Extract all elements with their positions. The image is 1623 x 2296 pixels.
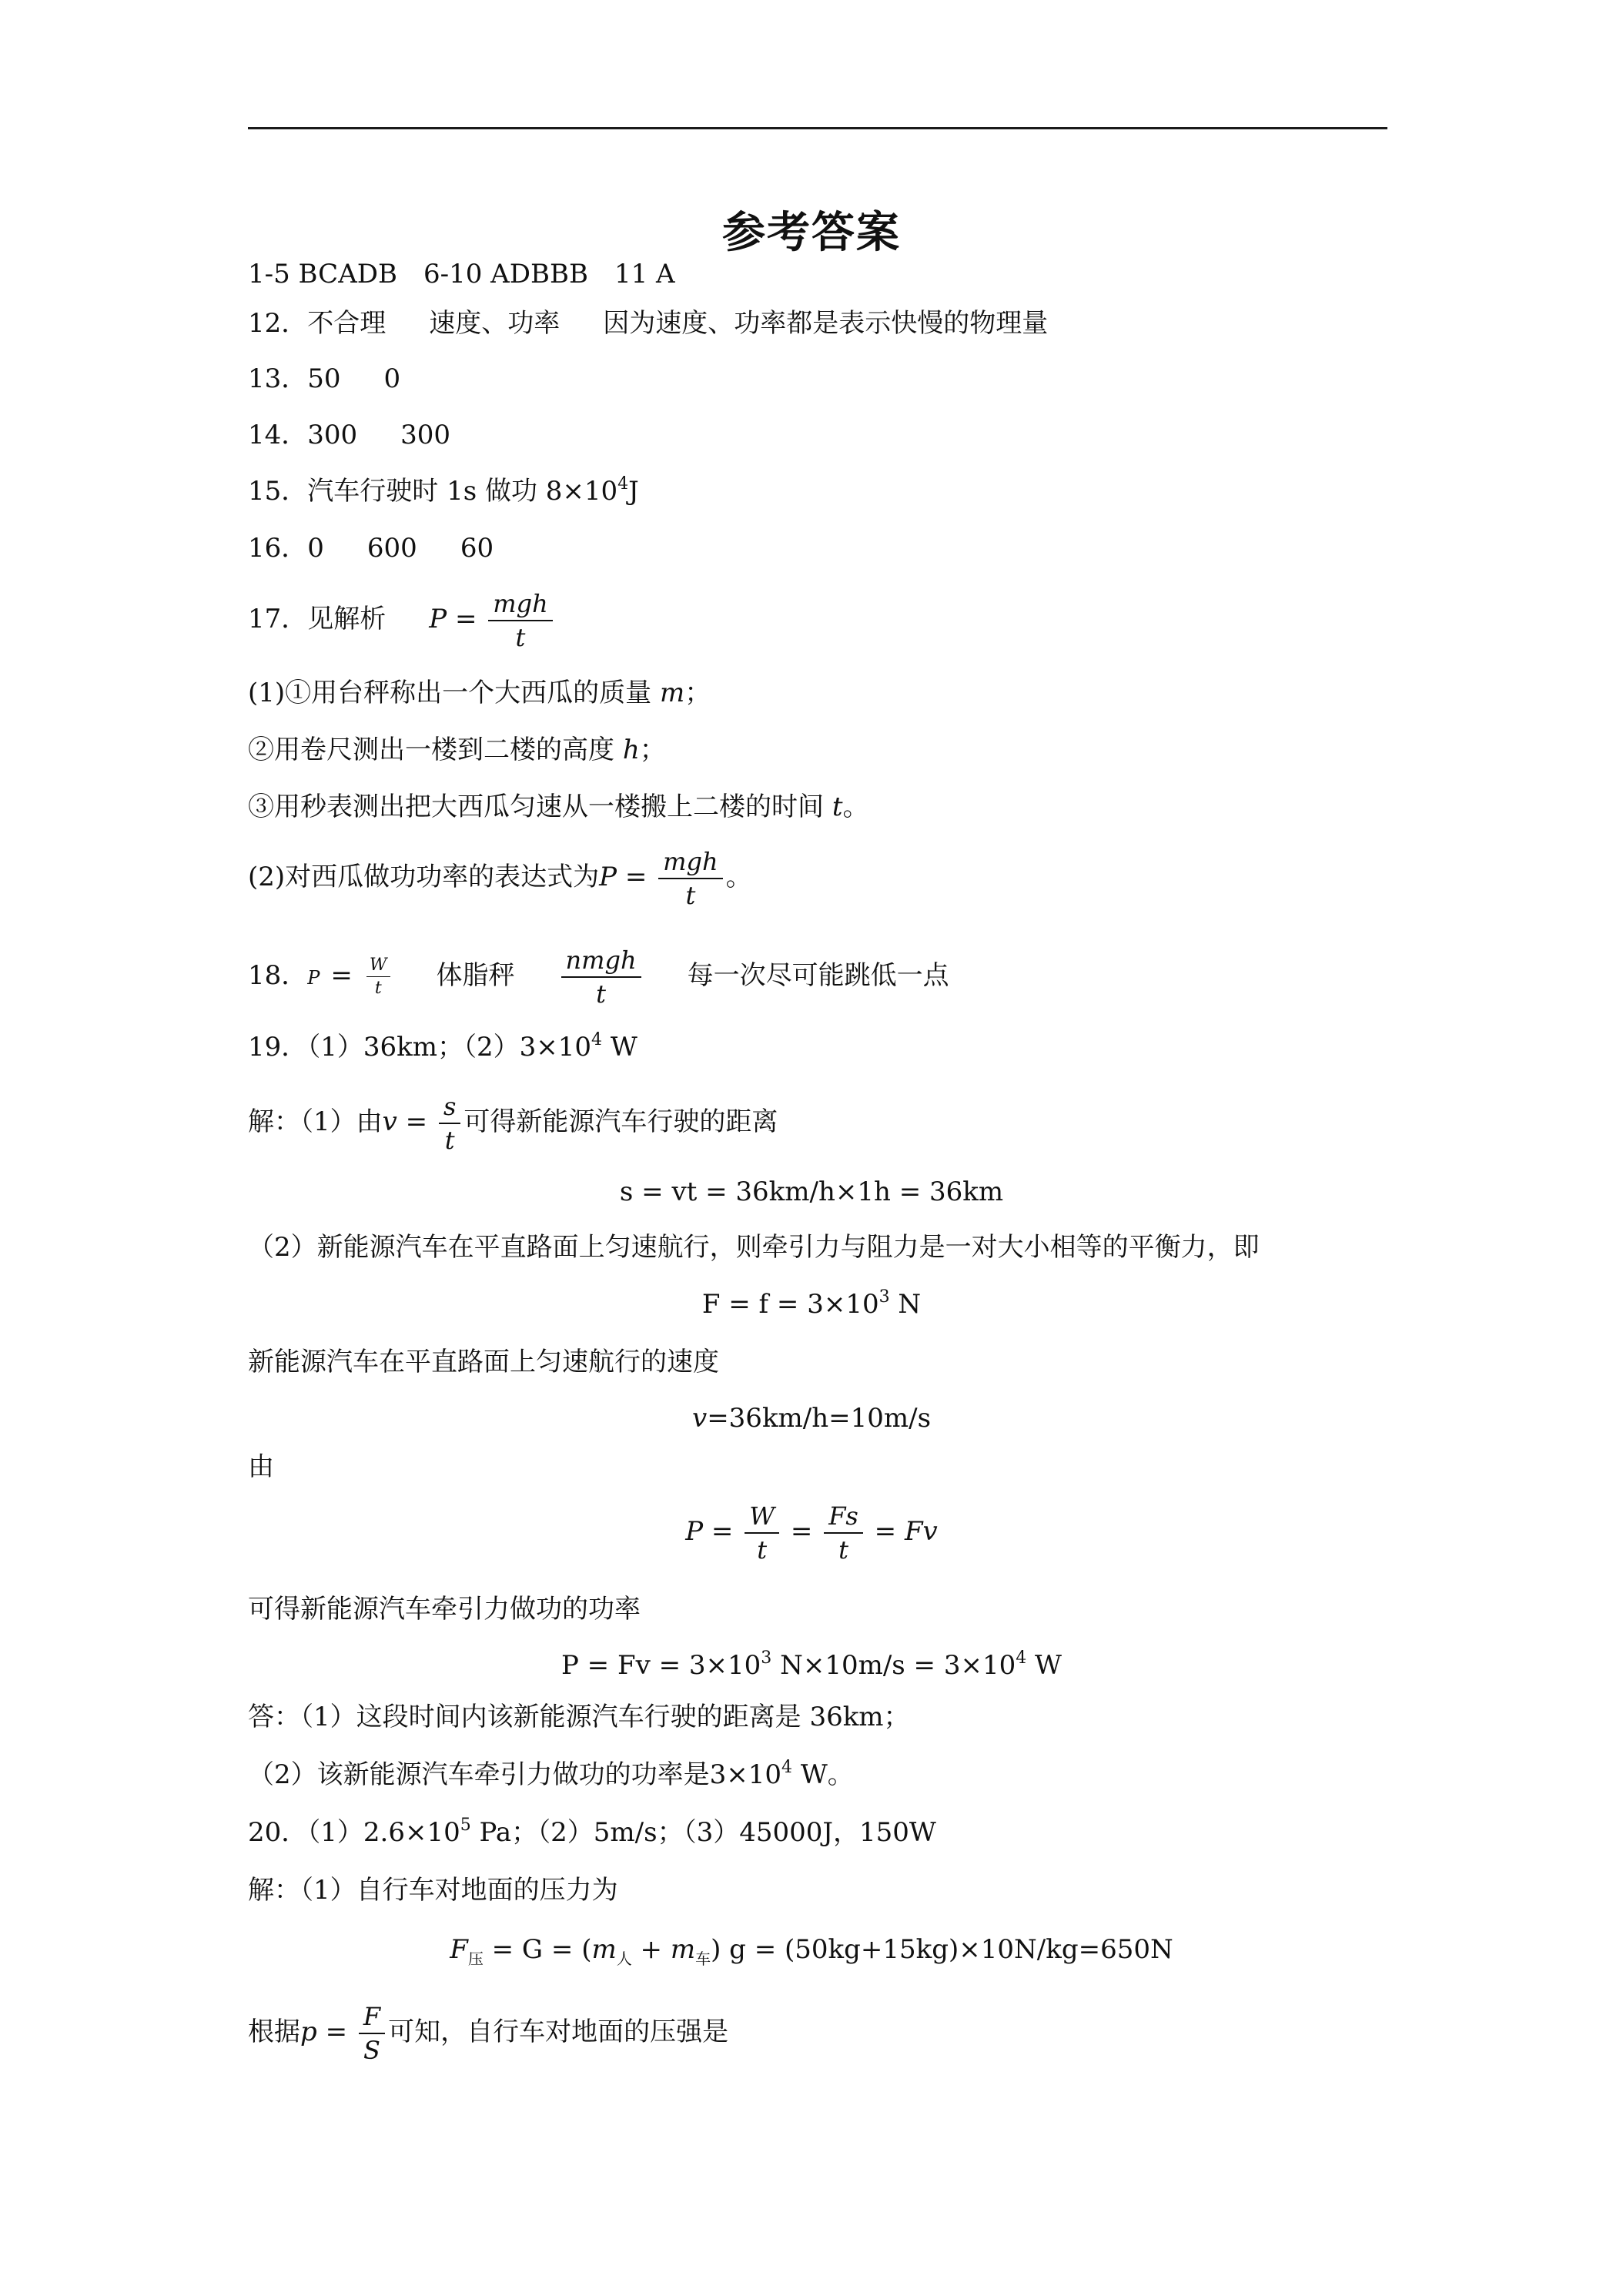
answer-q15: 15．汽车行驶时 1s 做功 $8\times 10^4J$ xyxy=(248,474,639,507)
answer-q14: 14．300 300 xyxy=(248,420,451,450)
answer-q17-step3: ③用秒表测出把大西瓜匀速从一楼搬上二楼的时间 t。 xyxy=(248,792,869,822)
equation-power-derivation: P = $\frac{W}{t}$ = $\frac{Fs}{t}$ = Fv xyxy=(685,1501,938,1565)
answer-q17-expression: (2)对西瓜做功功率的表达式为P = $\frac{\text{mgh}}{t}$ 。 xyxy=(248,847,752,910)
equation-speed: v=36km/h=10m/s xyxy=(691,1403,932,1434)
answer-q19-you: 由 xyxy=(248,1451,274,1482)
page-title: 参考答案 xyxy=(722,207,901,258)
equation-power-value: $P = Fv = 3\times 10^3$ $N\times 10m/s = 3\times 10^4$ W xyxy=(561,1648,1062,1681)
answer-q13: 13．50 0 xyxy=(248,363,401,394)
answer-q19-conclusion-2: （2）该新能源汽车牵引力做功的功率是$3\times 10^4$ W。 xyxy=(248,1758,854,1790)
formula-fraction: $\frac{F}{S}$ xyxy=(359,2002,385,2065)
answer-q19-head: 19．（1）36km；$(2)3\times 10^4$ W xyxy=(248,1030,637,1063)
formula-fraction: $\frac{\text{mgh}}{t}$ xyxy=(658,847,722,910)
answer-q12: 12．不合理 速度、功率 因为速度、功率都是表示快慢的物理量 xyxy=(248,308,1049,339)
formula-fraction: $\frac{Fs}{t}$ xyxy=(824,1501,863,1565)
answer-q17-step1: (1)①用台秤称出一个大西瓜的质量 m； xyxy=(248,678,711,708)
answer-q19-solution-1: 解：（1）由v = $\frac{s}{t}$ 可得新能源汽车行驶的距离 xyxy=(248,1092,778,1155)
answer-q18: 18．P = $\frac{W}{t}$ 体脂秤 $\frac{\text{nmgh}}{t}$ 每一次尽可能跳低一点 xyxy=(248,946,949,1009)
formula-fraction: $\frac{\text{mgh}}{t}$ xyxy=(488,589,552,652)
answer-q19-power-line: 可得新能源汽车牵引力做功的功率 xyxy=(248,1594,641,1625)
answer-q19-conclusion-1: 答：（1）这段时间内该新能源汽车行驶的距离是 36km； xyxy=(248,1702,910,1732)
answer-q1-11: 1-5 BCADB 6-10 ADBBB 11 A xyxy=(248,259,675,290)
equation-distance: s = vt = 36km/h×1h = 36km xyxy=(619,1176,1004,1207)
answer-q19-solution-2: （2）新能源汽车在平直路面上匀速航行，则牵引力与阻力是一对大小相等的平衡力，即 xyxy=(248,1232,1260,1263)
answer-q16: 16．0 600 60 xyxy=(248,533,494,564)
formula-fraction: $\frac{\text{nmgh}}{t}$ xyxy=(561,946,641,1009)
answer-q17: 17．见解析 P = $\frac{\text{mgh}}{t}$ xyxy=(248,589,556,652)
answer-q20-solution-2: 根据p = $\frac{F}{S}$ 可知，自行车对地面的压强是 xyxy=(248,2002,729,2065)
header-rule xyxy=(248,127,1387,129)
answer-q20-solution-1: 解：（1）自行车对地面的压力为 xyxy=(248,1875,618,1906)
answer-q20-head: 20．$(1)2.6\times 10^5$ Pa；（2）5m/s；（3）45000J，150W xyxy=(248,1816,936,1848)
formula-fraction: $\frac{W}{t}$ xyxy=(366,956,390,999)
formula-fraction: $\frac{s}{t}$ xyxy=(439,1092,460,1155)
formula-fraction: $\frac{W}{t}$ xyxy=(745,1501,779,1565)
equation-force: $F = f = 3\times 10^3$ N xyxy=(701,1287,922,1320)
answer-q19-speed-line: 新能源汽车在平直路面上匀速航行的速度 xyxy=(248,1347,719,1377)
answer-q17-step2: ②用卷尺测出一楼到二楼的高度 h； xyxy=(248,735,666,765)
equation-pressure-force: $F_压 = G = (m_人 + m_车) g = (50kg+15kg)\times 10N/kg=650N$ xyxy=(450,1934,1173,1968)
